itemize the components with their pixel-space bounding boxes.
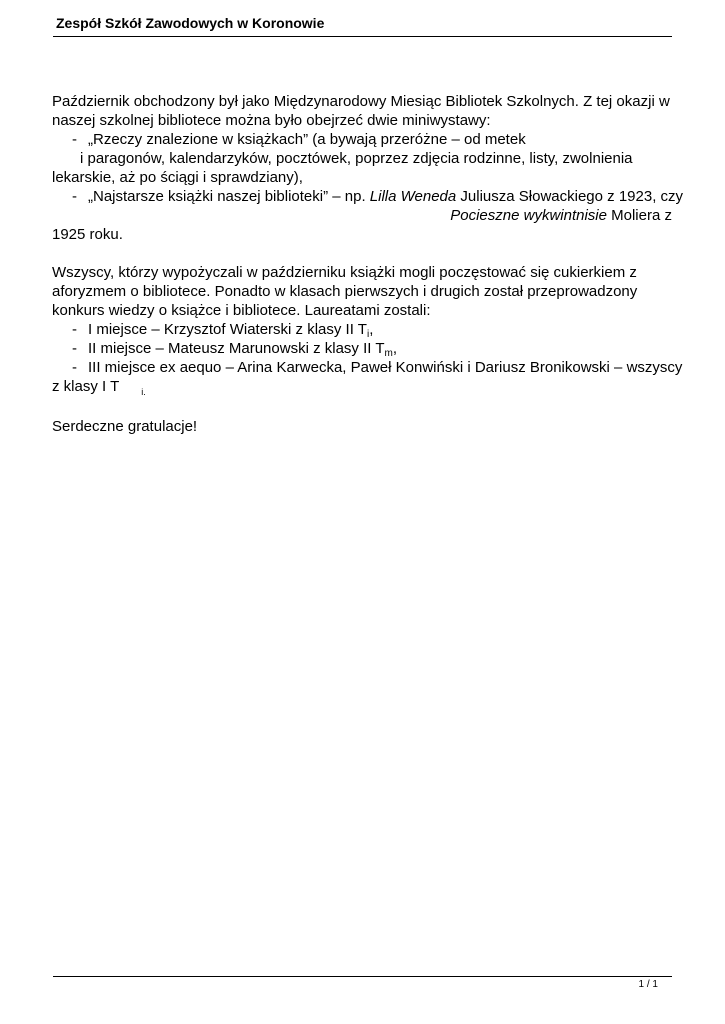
paragraph-line: 1925 roku. — [52, 226, 123, 243]
winner-text: II miejsce – Mateusz Marunowski z klasy II T — [88, 340, 385, 357]
class-subscript: i. — [141, 387, 146, 397]
list-dash: - — [72, 321, 77, 338]
list-dash: - — [72, 340, 77, 357]
punctuation: , — [369, 321, 374, 338]
list-dash: - — [72, 359, 77, 376]
page-header — [53, 14, 672, 37]
list-item-text: „Najstarsze książki naszej biblioteki” – np. — [88, 188, 366, 205]
book-title: Pocieszne wykwintnisie — [450, 207, 607, 224]
paragraph-line: lekarskie, aż po ściągi i sprawdziany), — [52, 169, 303, 186]
paragraph-line: Wszyscy, którzy wypożyczali w październiku książki mogli poczęstować się cukierkiem z — [52, 264, 637, 281]
list-dash: - — [72, 188, 77, 205]
paragraph-line: naszej szkolnej bibliotece można było obejrzeć dwie miniwystawy: — [52, 112, 491, 129]
winner-item — [52, 358, 683, 377]
winner-item — [52, 339, 672, 358]
closing-text: Serdeczne gratulacje! — [52, 418, 198, 435]
paragraph-contest — [52, 263, 683, 398]
winner-text: z klasy I T — [52, 378, 120, 395]
paragraph-line: aforyzmem o bibliotece. Ponadto w klasach pierwszych i drugich został przeprowadzony — [52, 283, 638, 300]
list-dash: - — [72, 131, 77, 148]
paragraph-line — [52, 377, 672, 398]
paragraph-line: i paragonów, kalendarzyków, pocztówek, poprzez zdjęcia rodzinne, listy, zwolnienia — [80, 150, 633, 167]
page-footer — [53, 976, 672, 990]
class-subscript: m — [384, 348, 393, 359]
paragraph-exhibitions — [52, 92, 684, 244]
list-item-text: Moliera z — [611, 207, 672, 224]
paragraph-line — [52, 206, 672, 225]
list-item — [52, 130, 672, 149]
book-title: Lilla Weneda — [369, 188, 457, 205]
paragraph-line: konkurs wiedzy o książce i bibliotece. Laureatami zostali: — [52, 302, 431, 319]
header-title: Zespół Szkół Zawodowych w Koronowie — [56, 15, 325, 31]
class-subscript: i — [366, 329, 370, 340]
list-item-text: Juliusza Słowackiego z 1923, czy — [460, 188, 684, 205]
winner-item — [52, 320, 672, 339]
page-number: 1 / 1 — [638, 979, 658, 990]
list-item — [52, 187, 684, 206]
paragraph-line: Październik obchodzony był jako Międzynarodowy Miesiąc Bibliotek Szkolnych. Z tej okazji w — [52, 93, 670, 110]
punctuation: , — [392, 340, 397, 357]
winner-text: I miejsce – Krzysztof Wiaterski z klasy II T — [88, 321, 367, 338]
winner-text: III miejsce ex aequo – Arina Karwecka, Paweł Konwiński i Dariusz Bronikowski – wszyscy — [88, 359, 683, 376]
document-body — [52, 92, 684, 436]
list-item-text: „Rzeczy znalezione w książkach” (a bywają przeróżne – od metek — [88, 131, 526, 148]
